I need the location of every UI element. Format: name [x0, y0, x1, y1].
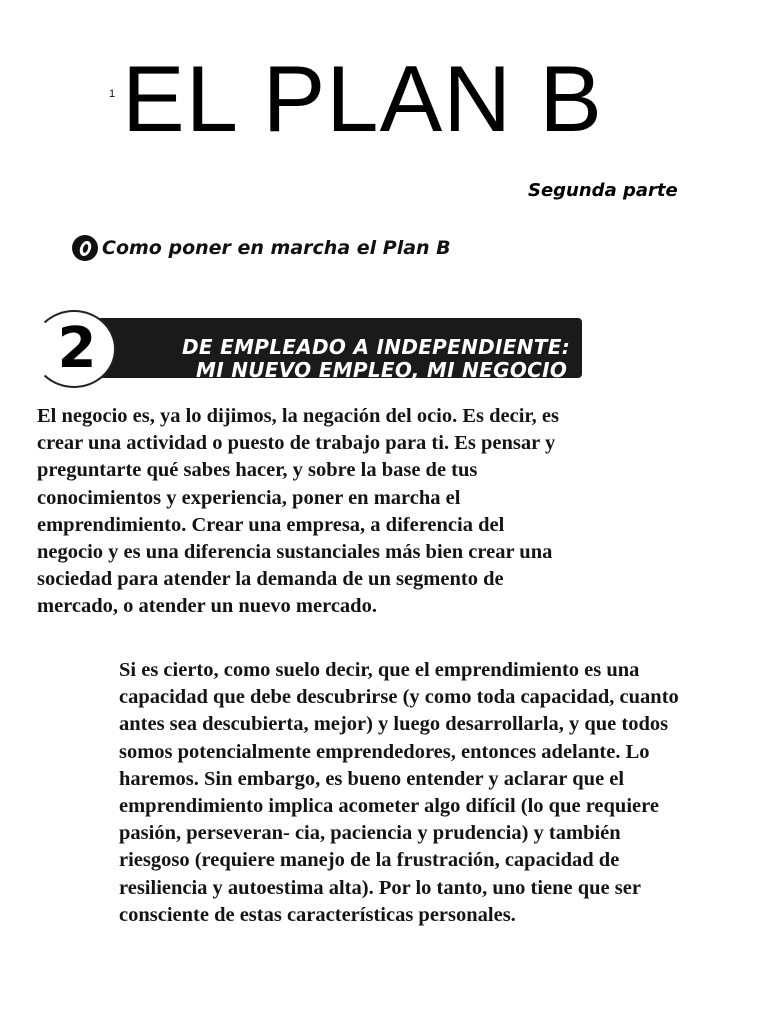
body-paragraph-1 — [37, 403, 637, 621]
paragraph-line: negocio y es una diferencia sustanciales más bien crear una — [37, 541, 553, 564]
chapter-banner-bar — [72, 318, 582, 382]
document-subtitle: Segunda parte — [528, 180, 678, 201]
numbered-circle-icon — [72, 235, 98, 261]
paragraph-line: consciente de estas características personales. — [119, 903, 516, 926]
chapter-number: 2 — [57, 316, 97, 381]
paragraph-line: riesgoso (requiere manejo de la frustración, capacidad de — [119, 849, 620, 872]
paragraph-line: preguntarte qué sabes hacer, y sobre la base de tus — [37, 459, 478, 482]
chapter-title-line-2: MI NUEVO EMPLEO, MI NEGOCIO — [196, 358, 568, 382]
paragraph-line: emprendimiento implica acometer algo difícil (lo que requiere — [119, 795, 659, 818]
section-heading-text: Como poner en marcha el Plan B — [102, 237, 451, 259]
document-title: EL PLAN B — [122, 46, 603, 151]
paragraph-line: sociedad para atender la demanda de un segmento de — [37, 568, 504, 591]
section-heading — [72, 235, 451, 261]
paragraph-line: antes sea descubierta, mejor) y luego desarrollarla, y que todos — [119, 713, 669, 736]
page-number: 1 — [109, 88, 116, 100]
chapter-banner — [32, 308, 588, 390]
paragraph-line: resiliencia y autoestima alta). Por lo tanto, uno tiene que ser — [119, 876, 641, 899]
body-paragraph-2 — [119, 657, 759, 929]
paragraph-line: conocimientos y experiencia, poner en marcha el — [37, 486, 461, 509]
paragraph-line: haremos. Sin embargo, es bueno entender y aclarar que el — [119, 767, 625, 790]
paragraph-line: mercado, o atender un nuevo mercado. — [37, 595, 377, 618]
paragraph-line: emprendimiento. Crear una empresa, a diferencia del — [37, 513, 505, 536]
chapter-title-line-1: DE EMPLEADO A INDEPENDIENTE: — [182, 335, 570, 359]
paragraph-line: pasión, perseveran- cia, paciencia y prudencia) y también — [119, 822, 621, 845]
paragraph-line: crear una actividad o puesto de trabajo para ti. Es pensar y — [37, 432, 556, 455]
paragraph-line: Si es cierto, como suelo decir, que el emprendimiento es una — [119, 659, 640, 681]
paragraph-line: El negocio es, ya lo dijimos, la negación del ocio. Es decir, es — [37, 405, 559, 427]
paragraph-line: somos potencialmente emprendedores, entonces adelante. Lo — [119, 740, 650, 763]
paragraph-line: capacidad que debe descubrirse (y como toda capacidad, cuanto — [119, 686, 679, 709]
